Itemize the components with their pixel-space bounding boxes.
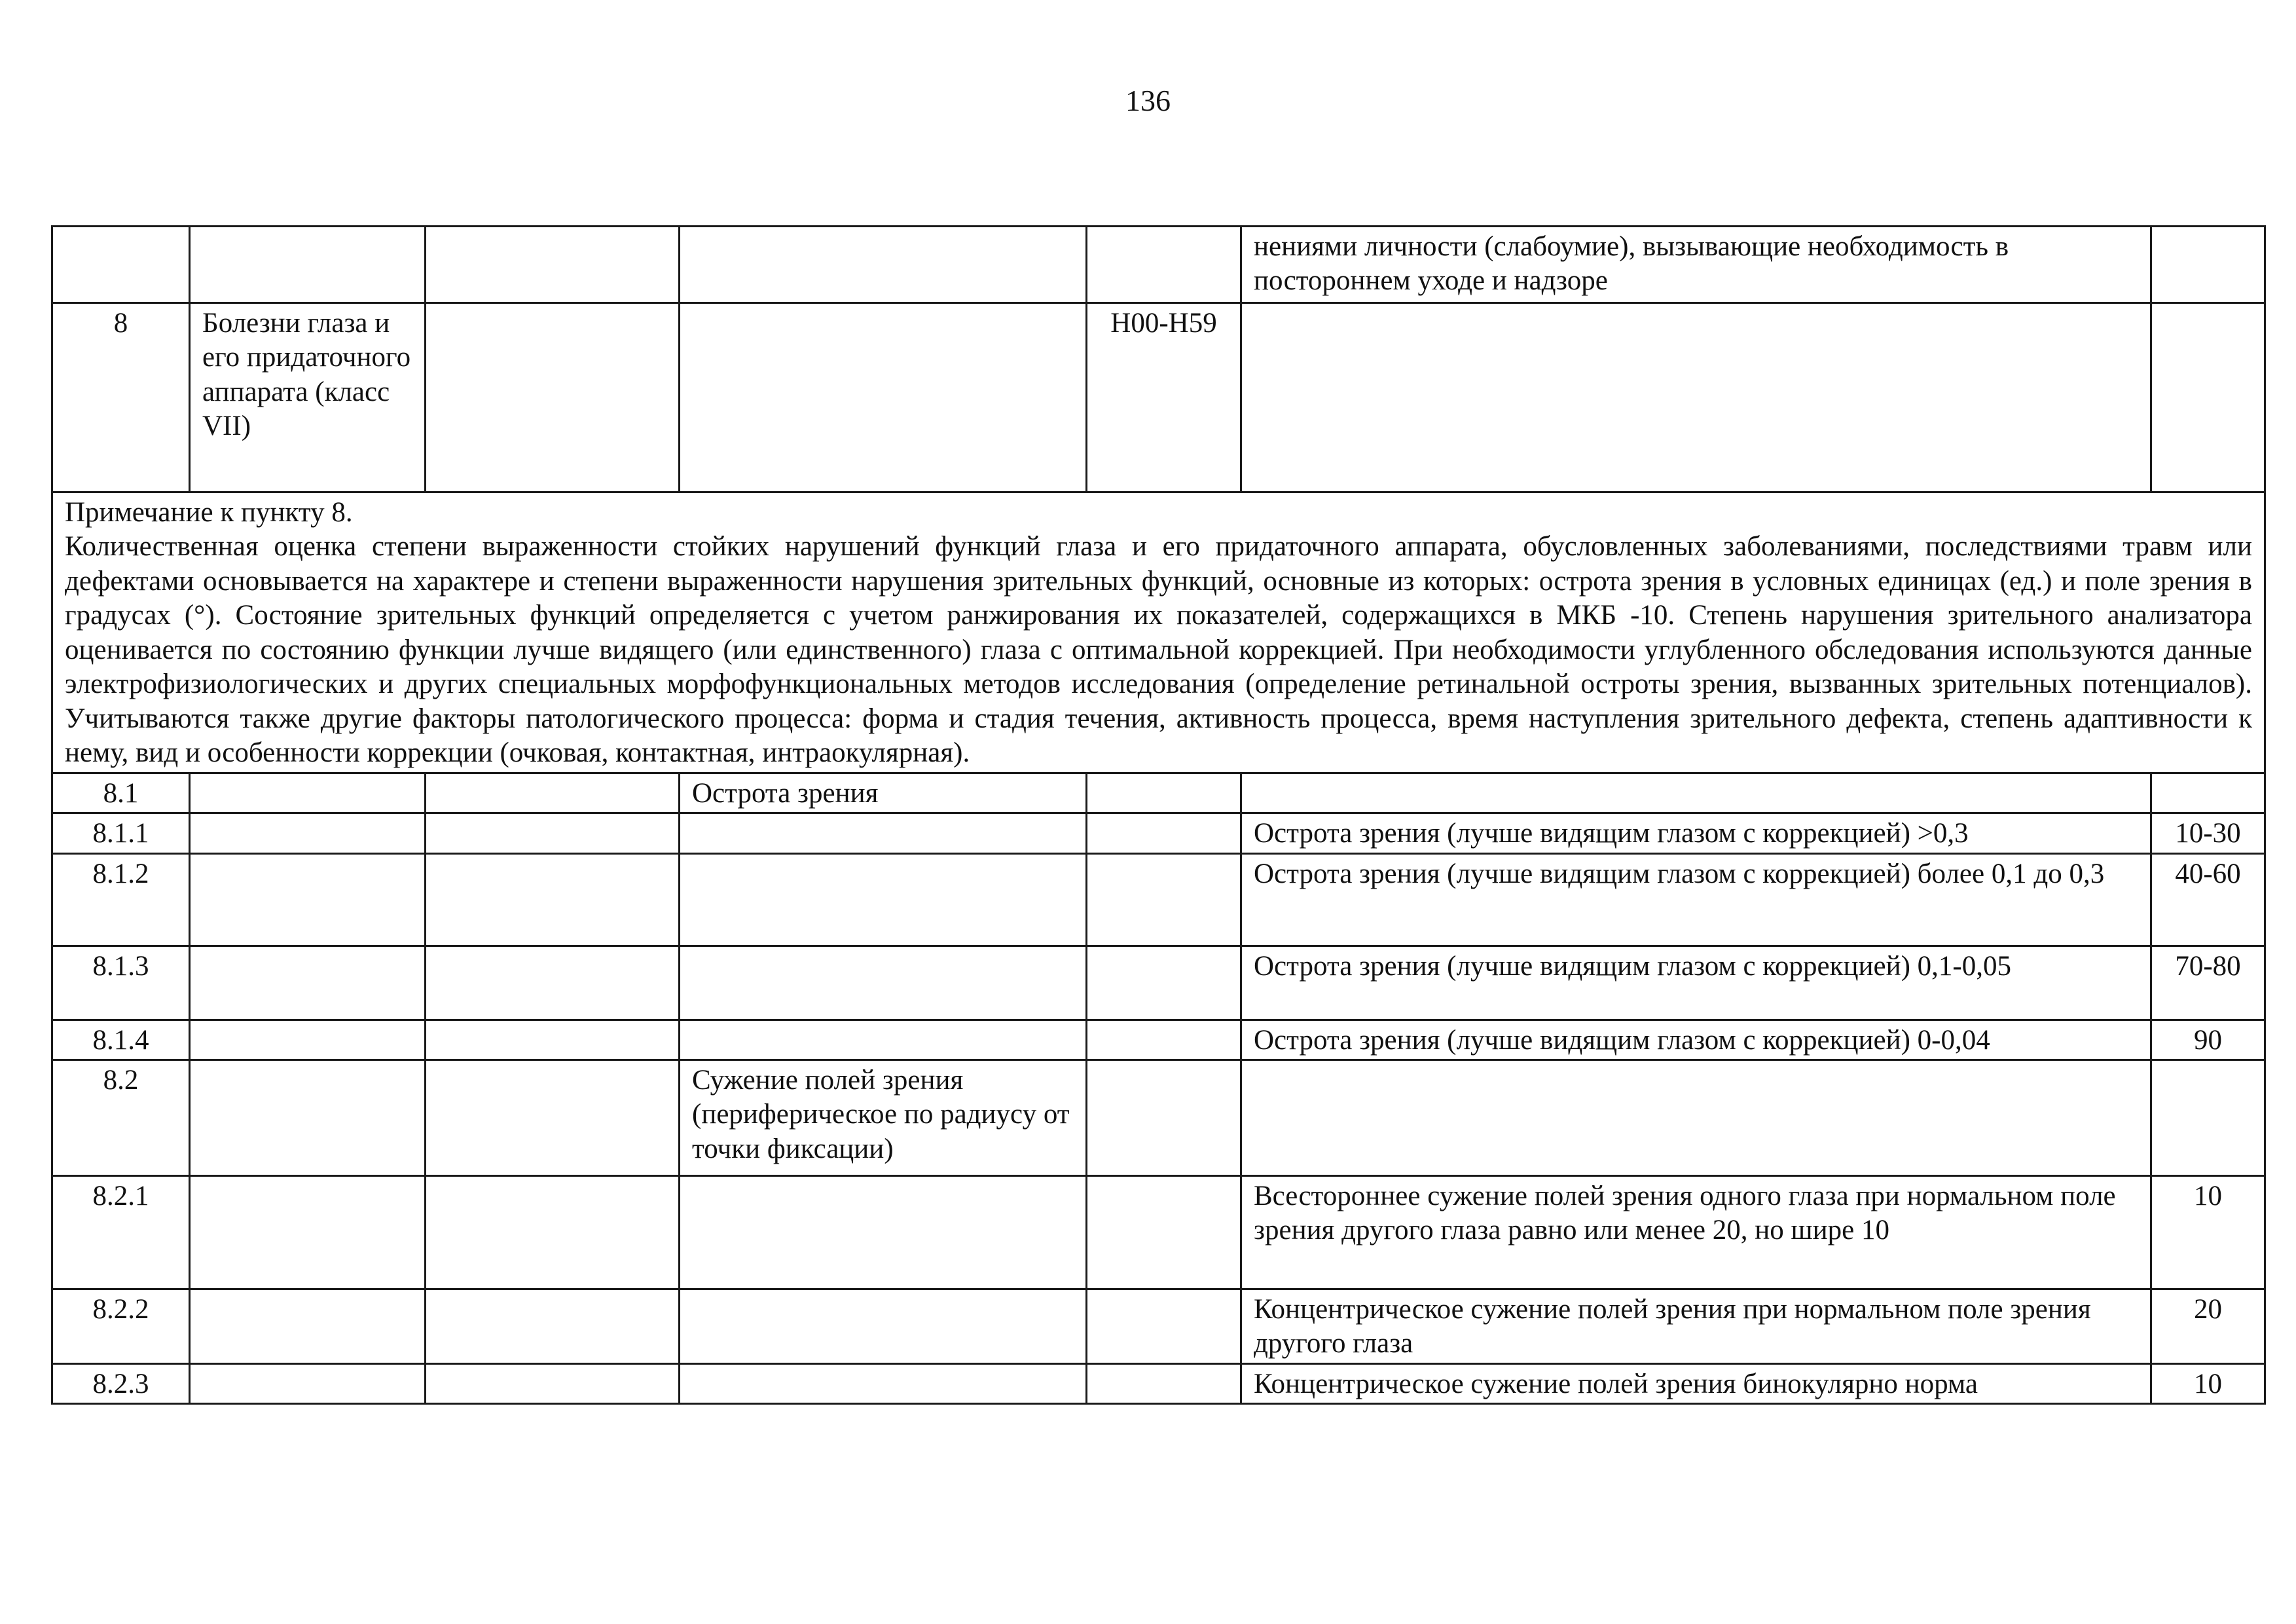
- cell-code: [1087, 1363, 1241, 1403]
- cell-description: Всестороннее сужение полей зрения одного глаза при нормальном поле зрения другого глаза равно или менее 20, но шире 10: [1241, 1175, 2151, 1289]
- cell-class: [190, 853, 426, 946]
- cell-group: Сужение полей зрения (периферическое по радиусу от точки фиксации): [680, 1060, 1087, 1175]
- note-text: Количественная оценка степени выраженности стойких нарушений функций глаза и его придаточного аппарата, обусловленных заболеваниями, последствиями травм или дефектами основывается на характере и степени выраженности нарушения зрительных функций, основные из которых: острота зрения в условных единицах (ед.) и поле зрения в градусах (°). Состояние зрительных функций определяется с учетом ранжирования их показателей, содержащихся в МКБ -10. Степень нарушения зрительного анализатора оценивается по состоянию функции лучше видящего (или единственного) глаза с оптимальной коррекцией. При необходимости углубленного обследования используются данные электрофизиологических и других специальных морфофункциональных методов исследования (определение ретинальной остроты зрения, вызванных зрительных потенциалов). Учитываются также другие факторы патологического процесса: форма и стадия течения, активность процесса, время наступления зрительного дефекта, степень адаптивности к нему, вид и особенности коррекции (очковая, контактная, интраокулярная).: [65, 531, 2252, 769]
- cell-description: [1241, 1060, 2151, 1175]
- table-row-8: [52, 303, 2265, 492]
- table-row-8-1-2: [52, 853, 2265, 946]
- table-row-continuation: [52, 227, 2265, 303]
- cell-group: [680, 227, 1087, 303]
- cell-class: Болезни глаза и его придаточного аппарата (класс VII): [190, 303, 426, 492]
- cell-num: 8.2.3: [52, 1363, 190, 1403]
- cell-description: [1241, 303, 2151, 492]
- cell-col3: [426, 773, 680, 813]
- cell-num: 8.2: [52, 1060, 190, 1175]
- cell-description: Концентрическое сужение полей зрения бинокулярно норма: [1241, 1363, 2151, 1403]
- cell-group: [680, 1289, 1087, 1363]
- cell-group: Острота зрения: [680, 773, 1087, 813]
- cell-num: 8.1.3: [52, 946, 190, 1020]
- cell-num: [52, 227, 190, 303]
- note-cell: [52, 492, 2265, 773]
- cell-group: [680, 1020, 1087, 1060]
- note-heading: Примечание к пункту 8.: [65, 497, 353, 528]
- cell-group: [680, 813, 1087, 853]
- cell-code: [1087, 853, 1241, 946]
- cell-description: Острота зрения (лучше видящим глазом с коррекцией) более 0,1 до 0,3: [1241, 853, 2151, 946]
- cell-score: 40-60: [2151, 853, 2265, 946]
- cell-score: [2151, 773, 2265, 813]
- cell-description: Острота зрения (лучше видящим глазом с коррекцией) 0,1-0,05: [1241, 946, 2151, 1020]
- cell-class: [190, 1289, 426, 1363]
- cell-num: 8.2.1: [52, 1175, 190, 1289]
- table-row-note: [52, 492, 2265, 773]
- cell-class: [190, 946, 426, 1020]
- cell-score: 20: [2151, 1289, 2265, 1363]
- cell-class: [190, 1060, 426, 1175]
- cell-score: [2151, 227, 2265, 303]
- cell-code: [1087, 1020, 1241, 1060]
- cell-col3: [426, 946, 680, 1020]
- cell-col3: [426, 813, 680, 853]
- cell-code: [1087, 773, 1241, 813]
- table-row-8-1: [52, 773, 2265, 813]
- cell-group: [680, 853, 1087, 946]
- cell-description: Острота зрения (лучше видящим глазом с коррекцией) 0-0,04: [1241, 1020, 2151, 1060]
- cell-code: [1087, 1289, 1241, 1363]
- cell-num: 8.1: [52, 773, 190, 813]
- cell-col3: [426, 227, 680, 303]
- table-row-8-1-1: [52, 813, 2265, 853]
- cell-score: [2151, 1060, 2265, 1175]
- cell-class: [190, 813, 426, 853]
- cell-group: [680, 303, 1087, 492]
- table-row-8-2-2: [52, 1289, 2265, 1363]
- page-number: 136: [1125, 84, 1171, 117]
- cell-code: [1087, 946, 1241, 1020]
- cell-group: [680, 946, 1087, 1020]
- table-row-8-1-3: [52, 946, 2265, 1020]
- cell-code: [1087, 1060, 1241, 1175]
- table-row-8-2-3: [52, 1363, 2265, 1403]
- cell-num: 8: [52, 303, 190, 492]
- cell-code: [1087, 1175, 1241, 1289]
- disability-criteria-table: [51, 225, 2266, 1405]
- cell-class: [190, 773, 426, 813]
- cell-score: 90: [2151, 1020, 2265, 1060]
- cell-code: [1087, 227, 1241, 303]
- table-row-8-1-4: [52, 1020, 2265, 1060]
- cell-group: [680, 1363, 1087, 1403]
- cell-group: [680, 1175, 1087, 1289]
- cell-class: [190, 1020, 426, 1060]
- cell-col3: [426, 1289, 680, 1363]
- cell-num: 8.1.4: [52, 1020, 190, 1060]
- cell-description: нениями личности (слабоумие), вызывающие необходимость в постороннем уходе и надзоре: [1241, 227, 2151, 303]
- cell-col3: [426, 853, 680, 946]
- cell-num: 8.1.2: [52, 853, 190, 946]
- cell-score: [2151, 303, 2265, 492]
- cell-col3: [426, 1020, 680, 1060]
- cell-score: 10: [2151, 1363, 2265, 1403]
- table-row-8-2-1: [52, 1175, 2265, 1289]
- cell-description: Концентрическое сужение полей зрения при нормальном поле зрения другого глаза: [1241, 1289, 2151, 1363]
- cell-description: [1241, 773, 2151, 813]
- cell-code: [1087, 813, 1241, 853]
- cell-col3: [426, 303, 680, 492]
- cell-col3: [426, 1363, 680, 1403]
- cell-score: 10: [2151, 1175, 2265, 1289]
- cell-description: Острота зрения (лучше видящим глазом с коррекцией) >0,3: [1241, 813, 2151, 853]
- cell-col3: [426, 1175, 680, 1289]
- table-row-8-2: [52, 1060, 2265, 1175]
- cell-col3: [426, 1060, 680, 1175]
- cell-class: [190, 1363, 426, 1403]
- cell-num: 8.2.2: [52, 1289, 190, 1363]
- cell-score: 70-80: [2151, 946, 2265, 1020]
- cell-class: [190, 227, 426, 303]
- cell-num: 8.1.1: [52, 813, 190, 853]
- cell-code: H00-H59: [1087, 303, 1241, 492]
- cell-score: 10-30: [2151, 813, 2265, 853]
- cell-class: [190, 1175, 426, 1289]
